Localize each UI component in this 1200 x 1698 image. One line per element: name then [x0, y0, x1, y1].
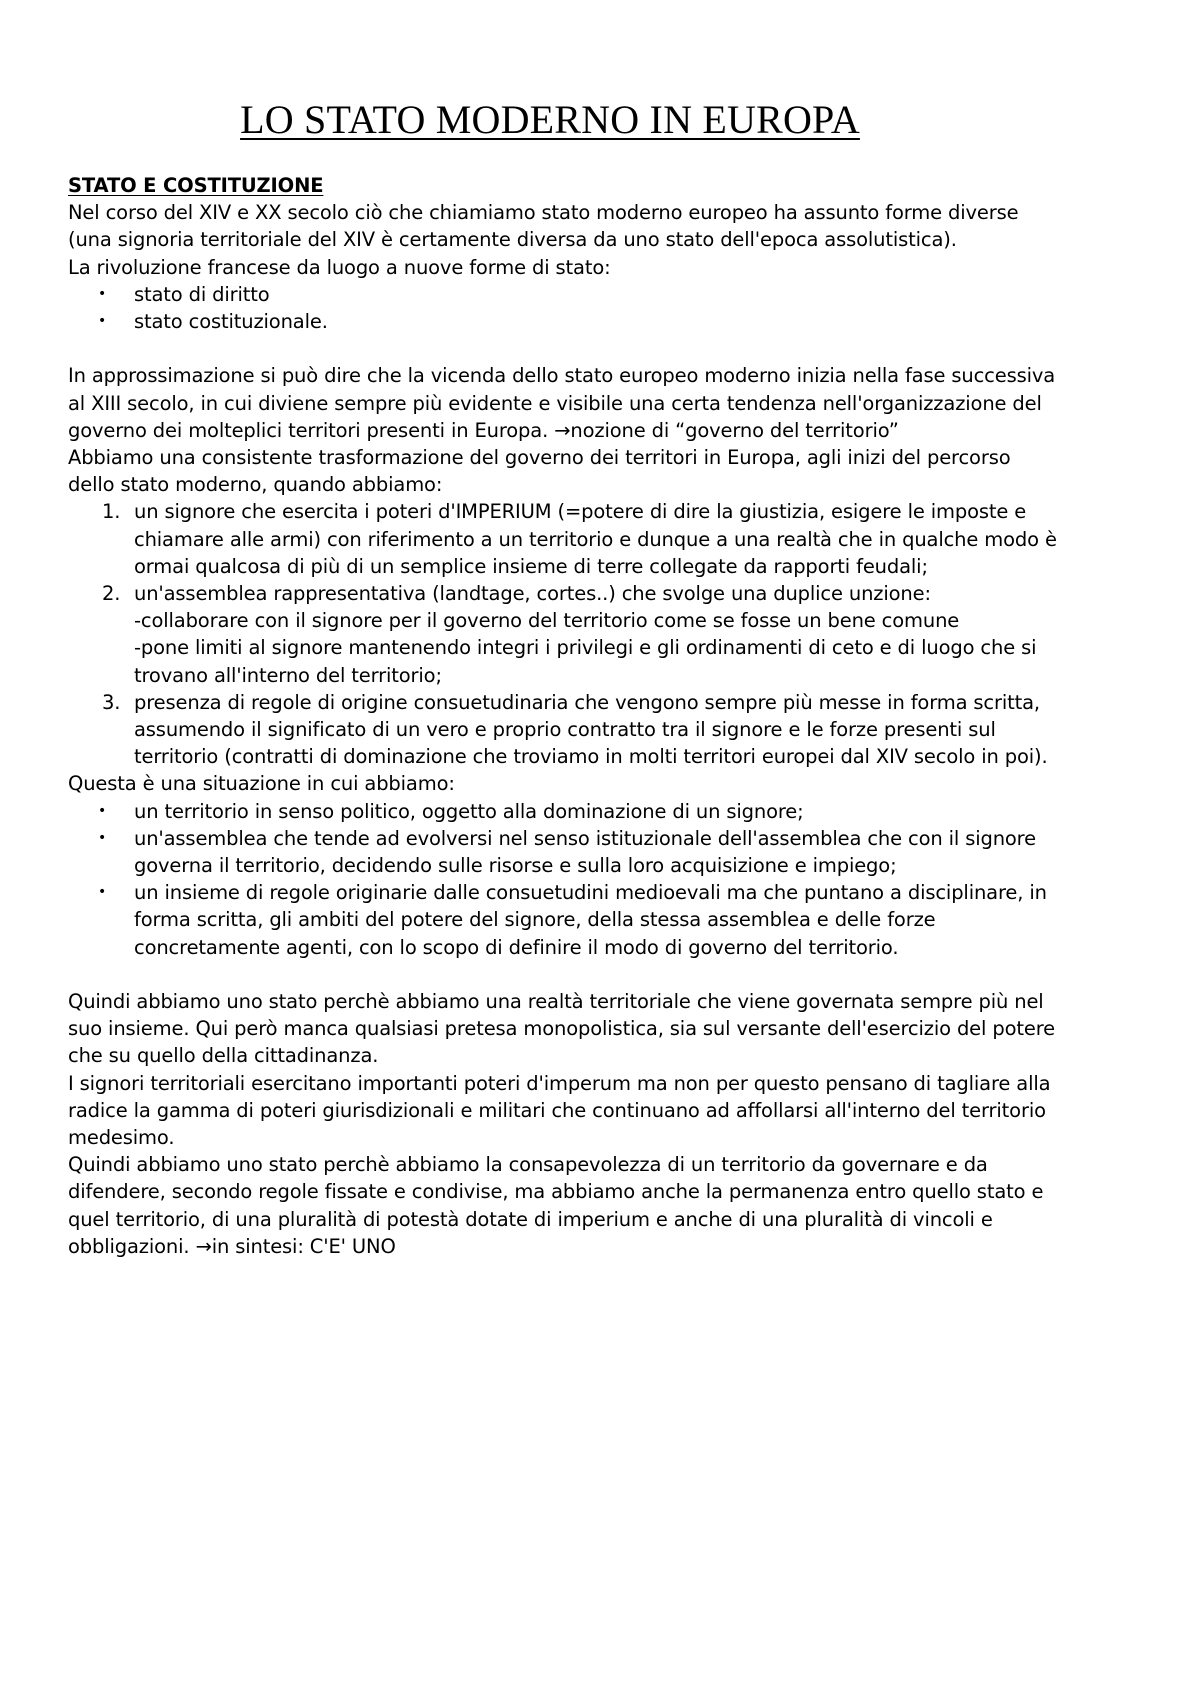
- list-item: [68, 825, 1058, 879]
- state-forms-list: [68, 281, 1058, 335]
- conclusion-paragraph: I signori territoriali esercitano importanti poteri d'imperum ma non per questo pensano di tagliare alla radice la gamma di poteri giurisdizionali e militari che continuano ad affollarsi all'interno del territorio medesimo.: [68, 1071, 1051, 1150]
- bullet-icon: •: [98, 884, 107, 901]
- situation-paragraph: Questa è una situazione in cui abbiamo:: [68, 772, 455, 796]
- list-item-text: un insieme di regole originarie dalle consuetudini medioevali ma che puntano a disciplinare, in forma scritta, gli ambiti del potere del signore, della stessa assemblea e delle forze concretamente agenti, con lo scopo di definire il modo di governo del territorio.: [134, 881, 1047, 959]
- numbered-item: [68, 689, 1058, 771]
- list-item: [68, 308, 1058, 335]
- list-item: [68, 879, 1058, 961]
- intro-paragraph: Nel corso del XIV e XX secolo ciò che chiamiamo stato moderno europeo ha assunto forme diverse (una signoria territoriale del XIV è certamente diversa da uno stato dell'epoca assolutistica).: [68, 201, 1019, 252]
- bullet-icon: •: [98, 802, 107, 819]
- list-item: [68, 281, 1058, 308]
- item-number: 3.: [102, 690, 121, 714]
- numbered-item-text: un signore che esercita i poteri d'IMPERIUM (=potere di dire la giustizia, esigere le imposte e chiamare alle armi) con riferimento a un territorio e dunque a una realtà che in qualche modo è ormai qualcosa di più di un semplice insieme di terre collegate da rapporti feudali;: [134, 500, 1057, 578]
- conclusion-paragraph: Quindi abbiamo uno stato perchè abbiamo una realtà territoriale che viene governata sempre più nel suo insieme. Qui però manca qualsiasi pretesa monopolistica, sia sul versante dell'esercizio del potere che su quello della cittadinanza.: [68, 990, 1055, 1068]
- item-number: 2.: [102, 582, 121, 606]
- list-item: [68, 798, 1058, 825]
- document-body: [68, 172, 1058, 1260]
- paragraph-gap: [68, 961, 1058, 988]
- situation-list: [68, 798, 1058, 961]
- section-heading: STATO E COSTITUZIONE: [68, 174, 324, 197]
- numbered-item-subline: -collaborare con il signore per il governo del territorio come se fosse un bene comune: [134, 609, 960, 633]
- conclusion-paragraph: Quindi abbiamo uno stato perchè abbiamo la consapevolezza di un territorio da governare e da difendere, secondo regole fissate e condivise, ma abbiamo anche la permanenza entro quello stato e quel territorio, di una pluralità di potestà dotate di imperium e anche di una pluralità di vincoli e obbligazioni. →in sintesi: C'E' UNO: [68, 1153, 1044, 1258]
- conditions-list: [68, 498, 1058, 770]
- item-number: 1.: [102, 500, 121, 524]
- list-item-text: stato di diritto: [134, 282, 270, 306]
- bullet-icon: •: [98, 829, 107, 846]
- list-item-text: un territorio in senso politico, oggetto alla dominazione di un signore;: [134, 799, 804, 823]
- approximation-paragraph: In approssimazione si può dire che la vicenda dello stato europeo moderno inizia nella fase successiva al XIII secolo, in cui diviene sempre più evidente e visibile una certa tendenza nell'organizzazione del governo dei molteplici territori presenti in Europa. →nozione di “governo del territorio”: [68, 364, 1056, 442]
- paragraph-gap: [68, 335, 1058, 362]
- numbered-item-subline: -pone limiti al signore mantenendo integri i privilegi e gli ordinamenti di ceto e di luogo che si trovano all'interno del territorio;: [134, 636, 1037, 687]
- transformation-paragraph: Abbiamo una consistente trasformazione del governo dei territori in Europa, agli inizi del percorso dello stato moderno, quando abbiamo:: [68, 446, 1011, 497]
- numbered-item-text: un'assemblea rappresentativa (landtage, cortes..) che svolge una duplice unzione:: [134, 582, 931, 606]
- list-item-text: stato costituzionale.: [134, 310, 328, 334]
- revolution-paragraph: La rivoluzione francese da luogo a nuove forme di stato:: [68, 255, 611, 279]
- numbered-item-text: presenza di regole di origine consuetudinaria che vengono sempre più messe in forma scritta, assumendo il significato di un vero e proprio contratto tra il signore e le forze presenti sul territorio (contratti di dominazione che troviamo in molti territori europei dal XIV secolo in poi).: [134, 690, 1048, 769]
- numbered-item: [68, 580, 1058, 689]
- list-item-text: un'assemblea che tende ad evolversi nel senso istituzionale dell'assemblea che con il signore governa il territorio, decidendo sulle risorse e sulla loro acquisizione e impiego;: [134, 826, 1036, 878]
- bullet-icon: •: [98, 285, 107, 302]
- numbered-item: [68, 498, 1058, 580]
- page-title: LO STATO MODERNO IN EUROPA: [240, 97, 860, 142]
- bullet-icon: •: [98, 313, 107, 330]
